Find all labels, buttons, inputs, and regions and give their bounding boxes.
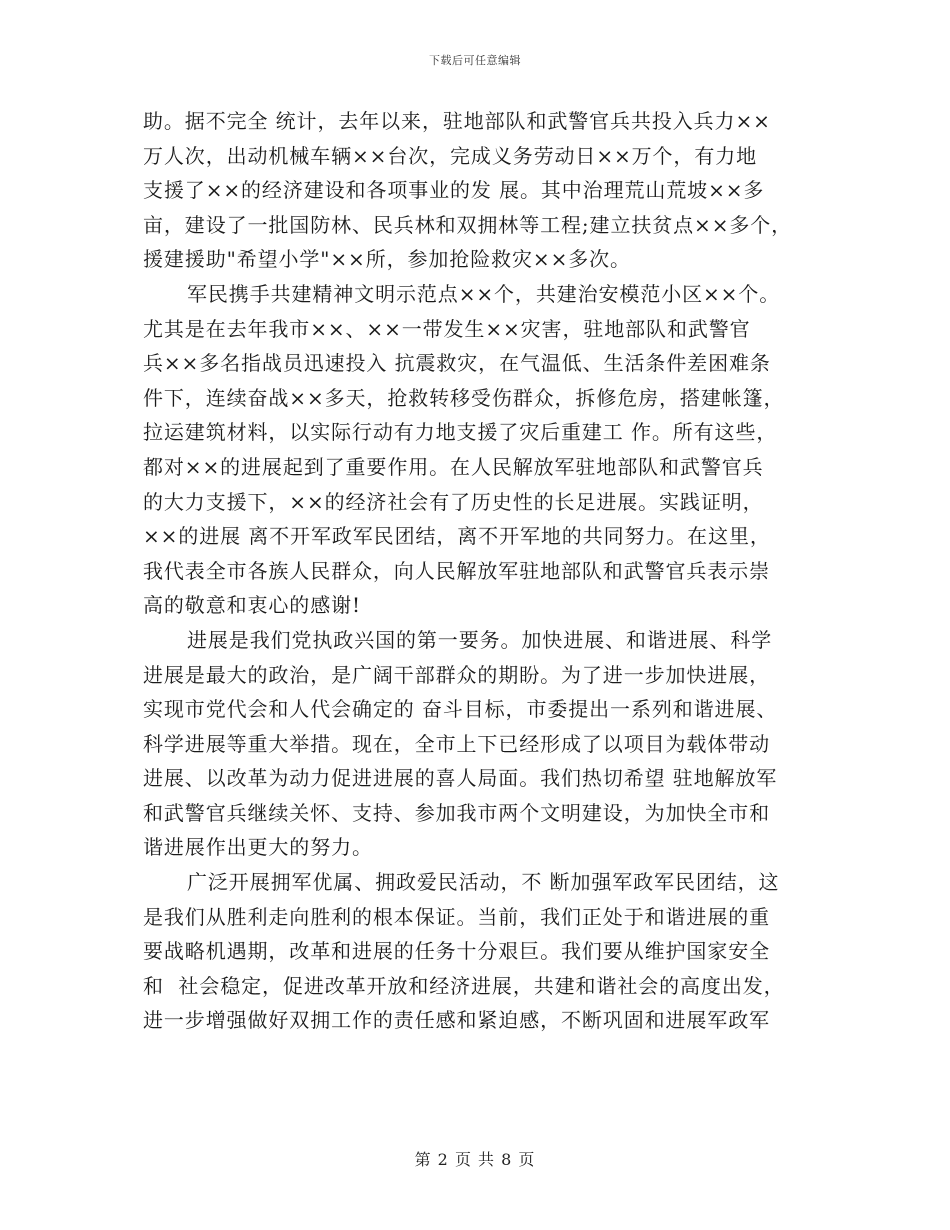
document-body (143, 104, 823, 1038)
page-header-note: 下载后可任意编辑 (429, 54, 521, 67)
text-line: 万人次，出动机械车辆××台次，完成义务劳动日××万个，有力地 (143, 143, 758, 168)
text-line: 亩，建设了一批国防林、民兵林和双拥林等工程;建立扶贫点××多个， (143, 212, 793, 237)
text-line: 是我们从胜利走向胜利的根本保证。当前，我们正处于和谐进展的重 (143, 904, 770, 929)
text-line: 科学进展等重大举措。现在，全市上下已经形成了以项目为载体带动 (143, 731, 770, 756)
text-line: 的大力支援下，××的经济社会有了历史性的长足进展。实践证明， (143, 489, 764, 514)
paragraph (143, 277, 823, 623)
text-line: 都对××的进展起到了重要作用。在人民解放军驻地部队和武警官兵 (143, 454, 764, 479)
paragraph (143, 865, 823, 1038)
text-line: 高的敬意和衷心的感谢! (143, 593, 361, 618)
text-line: 拉运建筑材料，以实际行动有力地支援了灾后重建工 作。所有这些， (143, 420, 778, 445)
text-line: 广泛开展拥军优属、拥政爱民活动，不 断加强军政军民团结，这 (187, 870, 780, 895)
text-line: 谐进展作出更大的努力。 (143, 835, 373, 860)
paragraph (143, 104, 823, 277)
text-line: 助。据不完全 统计，去年以来，驻地部队和武警官兵共投入兵力×× (143, 109, 771, 133)
text-line: 援建援助"希望小学"××所，参加抢险救灾××多次。 (143, 247, 631, 272)
text-line: 我代表全市各族人民群众，向人民解放军驻地部队和武警官兵表示崇 (143, 558, 770, 583)
text-line: ××的进展 离不开军政军民团结，离不开军地的共同努力。在这里， (143, 524, 771, 549)
text-line: 实现市党代会和人代会确定的 奋斗目标，市委提出一系列和谐进展、 (143, 697, 778, 722)
text-line: 军民携手共建精神文明示范点××个，共建治安模范小区××个。 (187, 281, 781, 306)
text-line: 尤其是在去年我市××、××一带发生××灾害，驻地部队和武警官 (143, 316, 751, 341)
text-line: 兵××多名指战员迅速投入 抗震救灾，在气温低、生活条件差困难条 (143, 351, 771, 376)
text-line: 和武警官兵继续关怀、支持、参加我市两个文明建设，为加快全市和 (143, 800, 770, 825)
text-line: 支援了××的经济建设和各项事业的发 展。其中治理荒山荒坡××多 (143, 178, 765, 203)
text-line: 进展、以改革为动力促进进展的喜人局面。我们热切希望 驻地解放军 (143, 766, 778, 791)
text-line: 件下，连续奋战××多天，抢救转移受伤群众，拆修危房，搭建帐篷， (143, 385, 785, 410)
text-line: 进一步增强做好双拥工作的责任感和紧迫感，不断巩固和进展军政军 (143, 1008, 770, 1033)
text-line: 进展是最大的政治，是广阔干部群众的期盼。为了进一步加快进展， (143, 662, 770, 687)
text-line: 要战略机遇期，改革和进展的任务十分艰巨。我们要从维护国家安全 (143, 939, 770, 964)
paragraph (143, 623, 823, 865)
page-number: 第 2 页 共 8 页 (414, 1150, 536, 1169)
text-line: 和 社会稳定，促进改革开放和经济进展，共建和谐社会的高度出发， (143, 973, 785, 998)
text-line: 进展是我们党执政兴国的第一要务。加快进展、和谐进展、科学 (187, 627, 773, 652)
